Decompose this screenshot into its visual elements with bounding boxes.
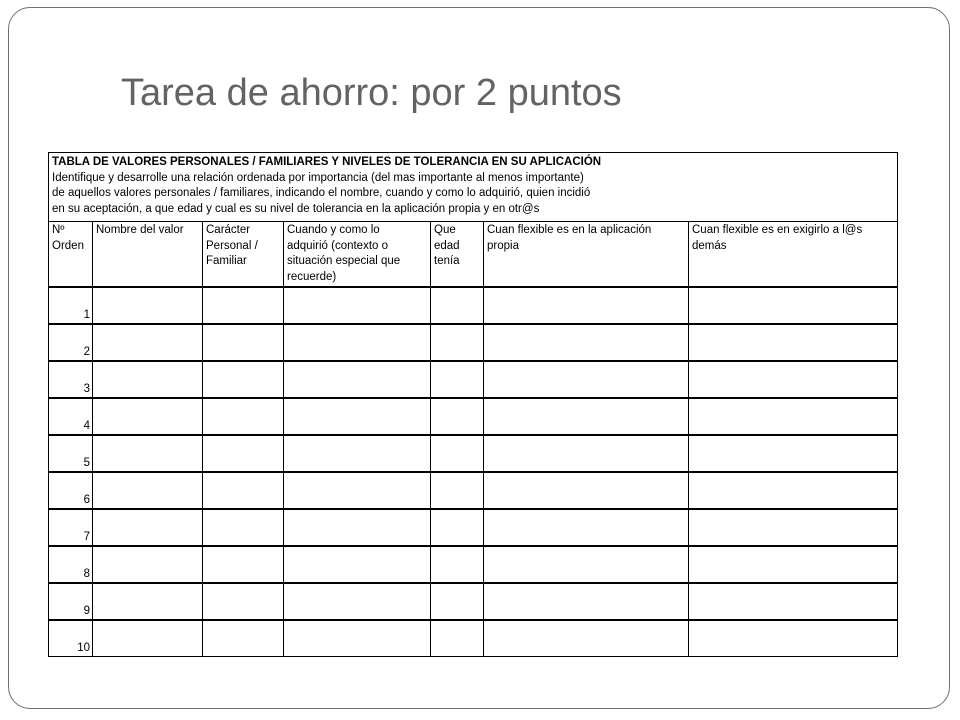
empty-entry-cell	[484, 324, 689, 361]
column-header-line: adquirió (contexto o	[287, 239, 389, 252]
empty-entry-cell	[284, 287, 431, 324]
empty-entry-cell	[689, 583, 898, 620]
table-instructions-line-2: de aquellos valores personales / familiares, indicando el nombre, cuando y como lo adquirió, quien incidió	[52, 187, 591, 199]
column-header-line: Cuan flexible es en exigirlo a l@s	[692, 224, 863, 236]
empty-entry-cell	[431, 398, 484, 435]
table-row	[49, 398, 898, 435]
column-header-character	[203, 222, 284, 288]
table-row	[49, 435, 898, 472]
empty-entry-cell	[689, 546, 898, 583]
empty-entry-cell	[93, 583, 203, 620]
column-header-age	[431, 222, 484, 288]
empty-entry-cell	[431, 583, 484, 620]
column-header-order	[49, 222, 93, 288]
empty-entry-cell	[93, 472, 203, 509]
empty-entry-cell	[431, 509, 484, 546]
empty-entry-cell	[93, 509, 203, 546]
column-header-line: Cuan flexible es en la aplicación	[487, 224, 652, 236]
table-row	[49, 620, 898, 657]
empty-entry-cell	[484, 509, 689, 546]
empty-entry-cell	[203, 398, 284, 435]
empty-entry-cell	[689, 324, 898, 361]
column-header-line: Cuando y como lo	[287, 224, 380, 236]
column-header-line: Familiar	[206, 255, 247, 267]
table-row	[49, 583, 898, 620]
empty-entry-cell	[431, 324, 484, 361]
table-row	[49, 287, 898, 324]
empty-entry-cell	[689, 509, 898, 546]
empty-entry-cell	[203, 324, 284, 361]
empty-entry-cell	[203, 546, 284, 583]
row-number-cell: 3	[49, 361, 93, 398]
empty-entry-cell	[93, 620, 203, 657]
empty-entry-cell	[203, 509, 284, 546]
column-header-line: situación especial que	[287, 255, 401, 267]
column-header-others-flexibility	[689, 222, 898, 288]
empty-entry-cell	[93, 324, 203, 361]
empty-entry-cell	[93, 287, 203, 324]
empty-entry-cell	[484, 435, 689, 472]
empty-entry-cell	[484, 361, 689, 398]
empty-entry-cell	[484, 398, 689, 435]
column-header-line: Que	[434, 224, 456, 236]
empty-entry-cell	[203, 472, 284, 509]
column-header-line: demás	[692, 239, 727, 252]
empty-entry-cell	[689, 435, 898, 472]
empty-entry-cell	[284, 361, 431, 398]
empty-entry-cell	[689, 620, 898, 657]
empty-entry-cell	[484, 546, 689, 583]
empty-entry-cell	[431, 620, 484, 657]
empty-entry-cell	[203, 583, 284, 620]
empty-entry-cell	[203, 620, 284, 657]
empty-entry-cell	[284, 324, 431, 361]
row-number-cell: 6	[49, 472, 93, 509]
row-number-cell: 2	[49, 324, 93, 361]
empty-entry-cell	[689, 472, 898, 509]
table-instructions-line-1: Identifique y desarrolle una relación ordenada por importancia (del mas importante al menos importante)	[52, 171, 584, 184]
empty-entry-cell	[484, 620, 689, 657]
column-header-when-how	[284, 222, 431, 288]
column-header-line: propia	[487, 239, 519, 252]
table-heading: TABLA DE VALORES PERSONALES / FAMILIARES Y NIVELES DE TOLERANCIA EN SU APLICACIÓN	[52, 156, 602, 168]
slide-title: Tarea de ahorro: por 2 puntos	[121, 72, 622, 114]
empty-entry-cell	[431, 472, 484, 509]
table-instructions-line-3: en su aceptación, a que edad y cual es su nivel de tolerancia en la aplicación propia y en otr@s	[52, 202, 540, 215]
column-header-line: tenía	[434, 255, 460, 267]
column-header-line: Orden	[52, 239, 84, 252]
column-header-line: edad	[434, 239, 460, 252]
empty-entry-cell	[431, 435, 484, 472]
column-header-line: Nº	[52, 224, 65, 236]
column-header-line: Carácter	[206, 224, 251, 236]
row-number-cell: 10	[49, 620, 93, 657]
empty-entry-cell	[284, 546, 431, 583]
row-number-cell: 5	[49, 435, 93, 472]
empty-entry-cell	[484, 583, 689, 620]
row-number-cell: 1	[49, 287, 93, 324]
empty-entry-cell	[93, 435, 203, 472]
empty-entry-cell	[431, 361, 484, 398]
empty-entry-cell	[93, 398, 203, 435]
empty-entry-cell	[431, 546, 484, 583]
row-number-cell: 8	[49, 546, 93, 583]
row-number-cell: 4	[49, 398, 93, 435]
empty-entry-cell	[203, 361, 284, 398]
empty-entry-cell	[689, 398, 898, 435]
empty-entry-cell	[93, 546, 203, 583]
empty-entry-cell	[689, 287, 898, 324]
column-header-line: Nombre del valor	[96, 224, 184, 236]
table-row	[49, 361, 898, 398]
column-header-own-flexibility	[484, 222, 689, 288]
empty-entry-cell	[484, 472, 689, 509]
empty-entry-cell	[93, 361, 203, 398]
row-number-cell: 9	[49, 583, 93, 620]
empty-entry-cell	[689, 361, 898, 398]
data-rows	[49, 287, 898, 657]
intro-row	[49, 153, 898, 222]
row-number-cell: 7	[49, 509, 93, 546]
table-row	[49, 546, 898, 583]
empty-entry-cell	[431, 287, 484, 324]
empty-entry-cell	[284, 620, 431, 657]
column-header-line: Personal /	[206, 239, 258, 252]
intro-cell	[49, 153, 898, 222]
column-header-value-name	[93, 222, 203, 288]
empty-entry-cell	[284, 472, 431, 509]
column-header-row	[49, 222, 898, 288]
empty-entry-cell	[284, 583, 431, 620]
empty-entry-cell	[203, 287, 284, 324]
empty-entry-cell	[203, 435, 284, 472]
empty-entry-cell	[484, 287, 689, 324]
table-row	[49, 509, 898, 546]
table-row	[49, 472, 898, 509]
column-header-line: recuerde)	[287, 270, 337, 283]
empty-entry-cell	[284, 398, 431, 435]
table-row	[49, 324, 898, 361]
values-table	[48, 152, 898, 657]
empty-entry-cell	[284, 435, 431, 472]
empty-entry-cell	[284, 509, 431, 546]
